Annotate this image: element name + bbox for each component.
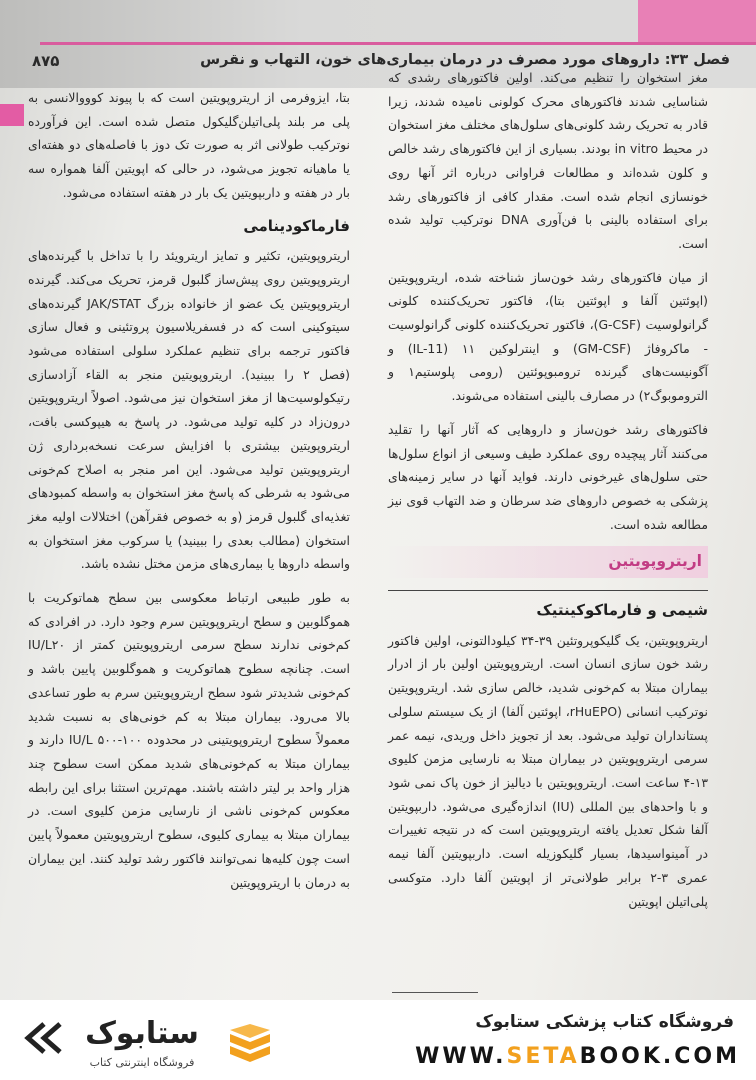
url-suffix: BOOK.COM	[579, 1044, 740, 1069]
store-url-link[interactable]	[415, 1044, 740, 1069]
paragraph: بتا، ایزوفرمی از اریتروپویتین است که با پیوند کوووالانسی به پلی مر بلند پلی‌اتیلن‌گلیکول متصل شده است. این فرآورده نوترکیب طولانی اثر به صورت تک دوز با فاصله‌های دو هفته‌ای یا ماهیانه تجویز می‌شود، در حالی که اپویتین آلفا همواره سه بار در هفته و داربپویتین یک بار در هفته استفاده می‌شود.	[28, 90, 350, 200]
paragraph: مغز استخوان را تنظیم می‌کند. اولین فاکتورهای رشدی که شناسایی شدند فاکتورهای محرک کولونی نامیده شدند، زیرا قادر به تحریک رشد کلونی‌های سلول‌های مختلف مغز استخوان در محیط in vitro بودند. بسیاری از این فاکتورهای رشد خالص و کلون شده‌اند و مطالعات فراوانی درباره اثر آنها روی خونسازی انجام شده است. مقدار کافی از فاکتورهای رشد برای استفاده بالینی با فن‌آوری DNA نوترکیب تولید شده است.	[388, 70, 708, 251]
logo-subtitle: فروشگاه اینترنتی کتاب	[89, 1056, 195, 1069]
page-number: ۸۷۵	[32, 52, 60, 70]
chapter-title: فصل ۳۳: داروهای مورد مصرف در درمان بیماری‌های خون، التهاب و نقرس	[200, 52, 730, 68]
paragraph: اریتروپویتین، تکثیر و تمایز اریترویئد را با تداخل با گیرنده‌های اریتروپویتین روی پیش‌ساز گلبول قرمز، تحریک می‌کند. گیرنده اریتروپویتین یک عضو از خانواده بزرگ JAK/STAT گیرنده‌های سیتوکینی است که در فسفریلاسیون پروتئینی و فعال سازی فاکتور ترجمه برای تنظیم عملکرد سلولی استفاده می‌شود (فصل ۲ را ببینید). اریتروپویتین منجر به القاء آزادسازی رتیکولوسیت‌ها از مغز استخوان نیز می‌شود. اصولاً اریتروپویتین درون‌زاد در کلیه تولید می‌شود. در پاسخ به هیپوکسی بافت، اریتروپویتین بیشتری با افزایش سرعت نسخه‌برداری ژن اریتروپویتین تولید می‌شود. این امر منجر به اصلاح کم‌خونی می‌شود به شرطی که پاسخ مغز استخوان به واسطه کمبودهای تغذیه‌ای گلبول قرمز (و به خصوص فقرآهن) اختلالات اولیه مغز استخوان (مطالب بعدی را ببینید) یا سرکوب مغز استخوان به واسطه داروها یا بیماری‌های مزمن مختل نشده باشد.	[28, 248, 351, 572]
url-prefix: WWW.	[415, 1044, 507, 1069]
paragraph: از میان فاکتورهای رشد خون‌ساز شناخته شده، اریتروپویتین (اپوئتین آلفا و اپوئتین بتا)، فاکتور تحریک‌کننده کلونی گرانولوسیت (G-CSF)، فاکتور تحریک‌کننده کلونی گرانولوسیت - ماکروفاژ (GM-CSF) و اینترلوکین ۱۱ (IL-11) و آگونیست‌های گیرنده ترومبوپوئتین (رومی پلوستیم۱ و التروموبوگ۲) در مصارف بالینی استفاده می‌شوند.	[388, 269, 708, 404]
subheading: شیمی و فارماکوکینتیک	[536, 601, 708, 620]
right-column	[388, 66, 708, 923]
store-footer	[0, 1000, 756, 1080]
store-name: فروشگاه کتاب پزشکی ستابوک	[475, 1012, 734, 1032]
section-divider	[388, 590, 708, 591]
chevron-left-icon	[22, 1020, 66, 1056]
section-title: اریتروپویتین	[388, 546, 708, 578]
chapter-side-tab	[0, 104, 24, 126]
left-column	[28, 86, 350, 904]
header-accent-line	[40, 42, 756, 45]
paragraph: اریتروپویتین، یک گلیکوپروتئین ۳۹-۳۴ کیلودالتونی، اولین فاکتور رشد خون سازی انسان است. اریتروپویتین اولین بار از ادرار بیماران مبتلا به کم‌خونی شدید، خالص سازی شد. اریتروپویتین نوترکیب انسانی (rHuEPO، اپوئتین آلفا) از یک سیستم سلولی پستانداران تولید می‌شود. بعد از تجویز داخل وریدی، نیمه عمر سرمی اریتروپویتین در بیماران مبتلا به نارسایی مزمن کلیوی ۱۳-۴ ساعت است. اریتروپویتین با دیالیز از خون پاک نمی شود و با واحدهای بین المللی (IU) اندازه‌گیری می‌شود. داربپویتین آلفا شکل تعدیل یافته اریتروپویتین است که در نتیجه تغییرات در آمینواسیدها، بسیار گلیکوزیله است. داربپویتین آلفا نیمه عمری ۳-۲ برابر طولانی‌تر از اپویتین آلفا دارد. متوکسی پلی‌اتیلن اپویتین	[388, 632, 709, 909]
footnote-divider	[392, 992, 478, 993]
paragraph: به طور طبیعی ارتباط معکوسی بین سطح هماتوکریت با هموگلوبین و سطح اریتروپویتین سرم وجود دارد. در افرادی که کم‌خونی ندارند سطح سرمی اریتروپویتین کمتر از IU/L۲۰ است. چنانچه سطوح هماتوکریت و هموگلوبین پایین باشد و کم‌خونی شدیدتر شود سطح اریتروپویتین سرم به طور تساعدی بالا می‌رود. بیماران مبتلا به کم خونی‌های به نسبت شدید معمولاً سطوح اریتروپویتینی در محدوده IU/L ۵۰۰-۱۰۰ دارند و بیماران مبتلا به کم‌خونی‌های شدید ممکن است سطوح چند هزار واحد بر لیتر داشته باشند. مهم‌ترین استثنا برای این رابطه معکوس کم‌خونی ناشی از نارسایی مزمن کلیوی است. در بیماران مبتلا به بیماری کلیوی، سطوح اریتروپویتین معمولاً پایین است چون کلیه‌ها نمی‌توانند فاکتور رشد تولید کنند. این بیماران به درمان با اریتروپویتین	[28, 590, 350, 890]
paragraph: فاکتورهای رشد خون‌ساز و داروهایی که آثار آنها را تقلید می‌کنند آثار پیچیده روی عملکرد طیف وسیعی از انواع سلول‌ها حتی سلول‌های غیرخونی دارند. فواید آنها در سایر زمینه‌های پزشکی به خصوص داروهای ضد سرطان و ضد التهاب قوی نیز مطالعه شده است.	[388, 421, 708, 532]
subheading: فارماکودینامی	[243, 216, 350, 235]
book-logo-icon	[226, 1020, 274, 1068]
logo-text: ستابوک	[85, 1016, 199, 1051]
header-accent	[638, 0, 756, 42]
url-accent: SETA	[506, 1044, 580, 1069]
